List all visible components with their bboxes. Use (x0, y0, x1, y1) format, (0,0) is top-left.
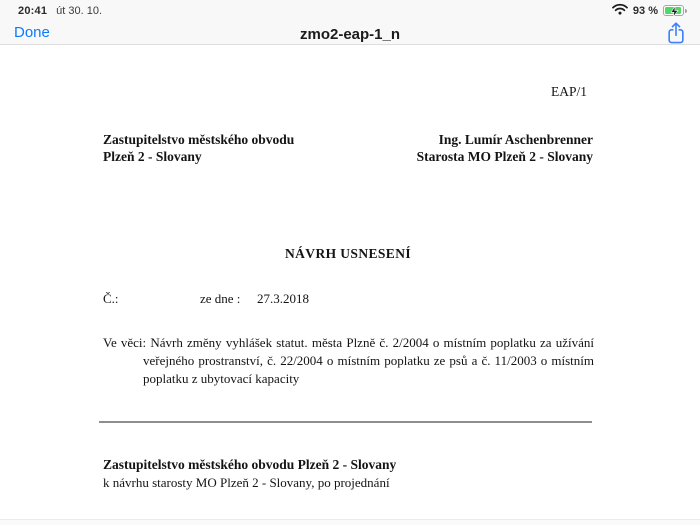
top-bar (0, 0, 700, 45)
doc-reference: EAP/1 (550, 84, 587, 99)
doc-header-right-line1: Ing. Lumír Aschenbrenner (438, 132, 593, 147)
doc-header-left-line1: Zastupitelstvo městského obvodu (103, 132, 295, 147)
doc-subject-text: Návrh změny vyhlášek statut. města Plzně č. 2/2004 o místním poplatku za užívání veřejného prostranství, č. 22/2004 o místním poplatku ze psů a č. 11/2003 o místním poplatku z ubytovací kapacity (143, 335, 595, 386)
doc-date-value: 27.3.2018 (257, 291, 309, 306)
status-left (18, 5, 102, 17)
doc-header-left-line2: Plzeň 2 - Slovany (103, 149, 202, 164)
doc-header-right-line2: Starosta MO Plzeň 2 - Slovany (416, 149, 593, 164)
status-date: út 30. 10. (56, 4, 103, 17)
share-button[interactable] (666, 21, 686, 48)
charging-bolt-icon (670, 6, 679, 17)
wifi-icon (612, 3, 628, 18)
status-right (612, 3, 687, 18)
doc-subject-paragraph (103, 334, 594, 388)
doc-date-label: ze dne : (200, 291, 241, 306)
separator-rule (99, 421, 592, 423)
doc-header-right (417, 131, 593, 165)
status-bar (18, 3, 687, 18)
doc-footer-intro: k návrhu starosty MO Plzeň 2 - Slovany, po projednání (103, 474, 390, 490)
doc-number-row (103, 291, 593, 307)
document-page[interactable] (0, 45, 700, 519)
doc-number-label: Č.: (103, 291, 119, 306)
doc-header-left (103, 131, 294, 165)
doc-title: NÁVRH USNESENÍ (285, 246, 411, 261)
doc-footer-heading: Zastupitelstvo městského obvodu Plzeň 2 - Slovany (103, 457, 397, 472)
nav-title: zmo2-eap-1_n (299, 26, 401, 43)
bottom-edge (0, 519, 700, 525)
doc-footer-block (103, 456, 396, 491)
status-time: 20:41 (18, 4, 48, 17)
done-button[interactable]: Done (14, 24, 50, 41)
battery-percent: 93 % (632, 4, 658, 17)
doc-subject-label: Ve věci: (103, 335, 147, 350)
battery-charging-icon (663, 5, 687, 16)
